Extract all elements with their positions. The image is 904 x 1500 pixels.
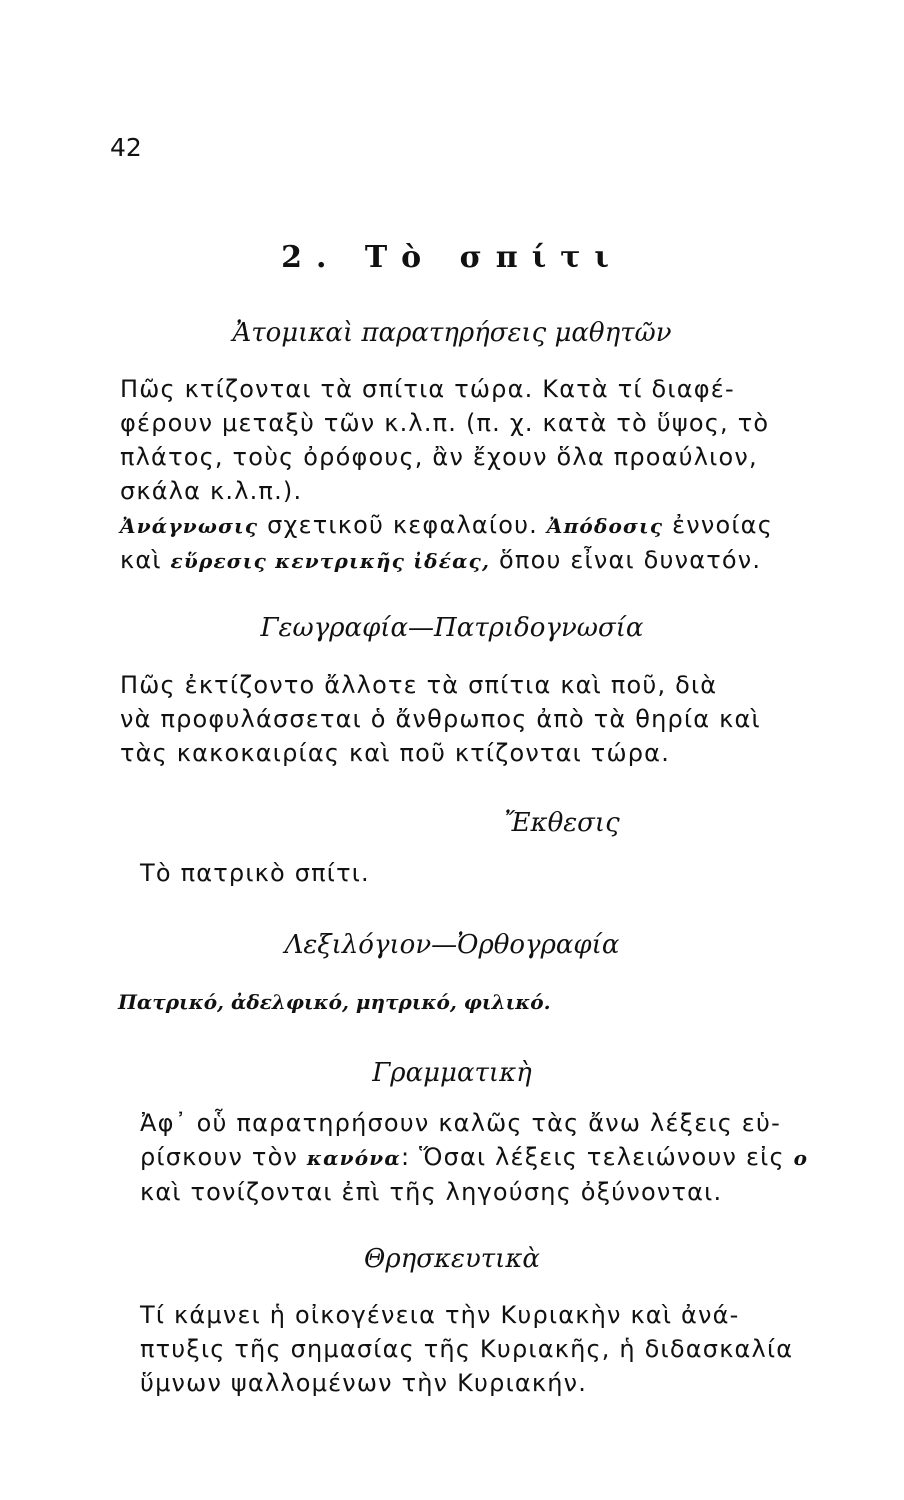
emphasis: κανόνα [306, 1146, 401, 1170]
paragraph-religion [140, 1298, 850, 1400]
section-heading-geography: Γεωγραφία—Πατριδογνωσία [260, 613, 644, 643]
paragraph-geography [120, 668, 850, 770]
section-heading-grammar: Γραμματικὴ [372, 1058, 532, 1088]
text-line: τὰς κακοκαιρίας καὶ ποῦ κτίζονται τώρα. [120, 739, 671, 767]
text-run: ρίσκουν τὸν [140, 1143, 307, 1171]
text-line: πλάτος, τοὺς ὀρόφους, ἂν ἔχουν ὅλα προαύλιον, [120, 443, 758, 471]
text-line: φέρουν μεταξὺ τῶν κ.λ.π. (π. χ. κατὰ τὸ ὕψος, τὸ [120, 409, 770, 437]
text-line: καὶ τονίζονται ἐπὶ τῆς ληγούσης ὀξύνονται. [140, 1178, 723, 1206]
text-line: Τί κάμνει ἡ οἰκογένεια τὴν Κυριακὴν καὶ ἀνά- [140, 1301, 740, 1329]
text-run: καὶ [120, 546, 171, 574]
section-heading-observations: Ἀτομικαὶ παρατηρήσεις μαθητῶν [232, 318, 672, 348]
section-heading-essay: Ἔκθεσις [504, 808, 620, 838]
text-line [140, 1140, 850, 1175]
text-run: ὅπου εἶναι δυνατόν. [490, 546, 762, 574]
paragraph-grammar [140, 1106, 850, 1209]
text-line: ὕμνων ψαλλομένων τὴν Κυριακήν. [140, 1369, 588, 1397]
text-run: ἐννοίας [663, 511, 773, 539]
text-line: Πῶς κτίζονται τὰ σπίτια τώρα. Κατὰ τί διαφέ- [120, 375, 735, 403]
vocabulary-words: Πατρικό, ἀδελφικό, μητρικό, φιλικό. [118, 990, 551, 1014]
text-run: σχετικοῦ κεφαλαίου. [258, 511, 547, 539]
text-line: νὰ προφυλάσσεται ὁ ἄνθρωπος ἀπὸ τὰ θηρία καὶ [120, 705, 761, 733]
text-line [120, 543, 850, 578]
text-run: : Ὅσαι λέξεις τελειώνουν εἰς [400, 1143, 794, 1171]
text-line: σκάλα κ.λ.π.). [120, 477, 303, 505]
paragraph-observations [120, 372, 850, 578]
emphasis: Ἀνάγνωσις [120, 514, 259, 538]
chapter-title: 2. Τὸ σπίτι [281, 240, 623, 275]
section-heading-religion: Θρησκευτικὰ [364, 1244, 540, 1274]
section-heading-vocabulary: Λεξιλόγιον—Ὀρθογραφία [284, 930, 620, 960]
text-line: πτυξις τῆς σημασίας τῆς Κυριακῆς, ἡ διδασκαλία [140, 1335, 794, 1363]
page-number: 42 [110, 133, 142, 162]
text-line: Ἀφ᾽ οὗ παρατηρήσουν καλῶς τὰς ἄνω λέξεις εὑ- [140, 1109, 781, 1137]
text-line: Τὸ πατρικὸ σπίτι. [140, 859, 370, 887]
emphasis: Ἀπόδοσις [546, 514, 664, 538]
text-line [120, 508, 850, 543]
text-line: Πῶς ἐκτίζοντο ἄλλοτε τὰ σπίτια καὶ ποῦ, διὰ [120, 671, 718, 699]
emphasis: ο [793, 1146, 809, 1170]
emphasis: εὕρεσις κεντρικῆς ἰδέας, [170, 549, 491, 573]
paragraph-essay [140, 856, 870, 890]
